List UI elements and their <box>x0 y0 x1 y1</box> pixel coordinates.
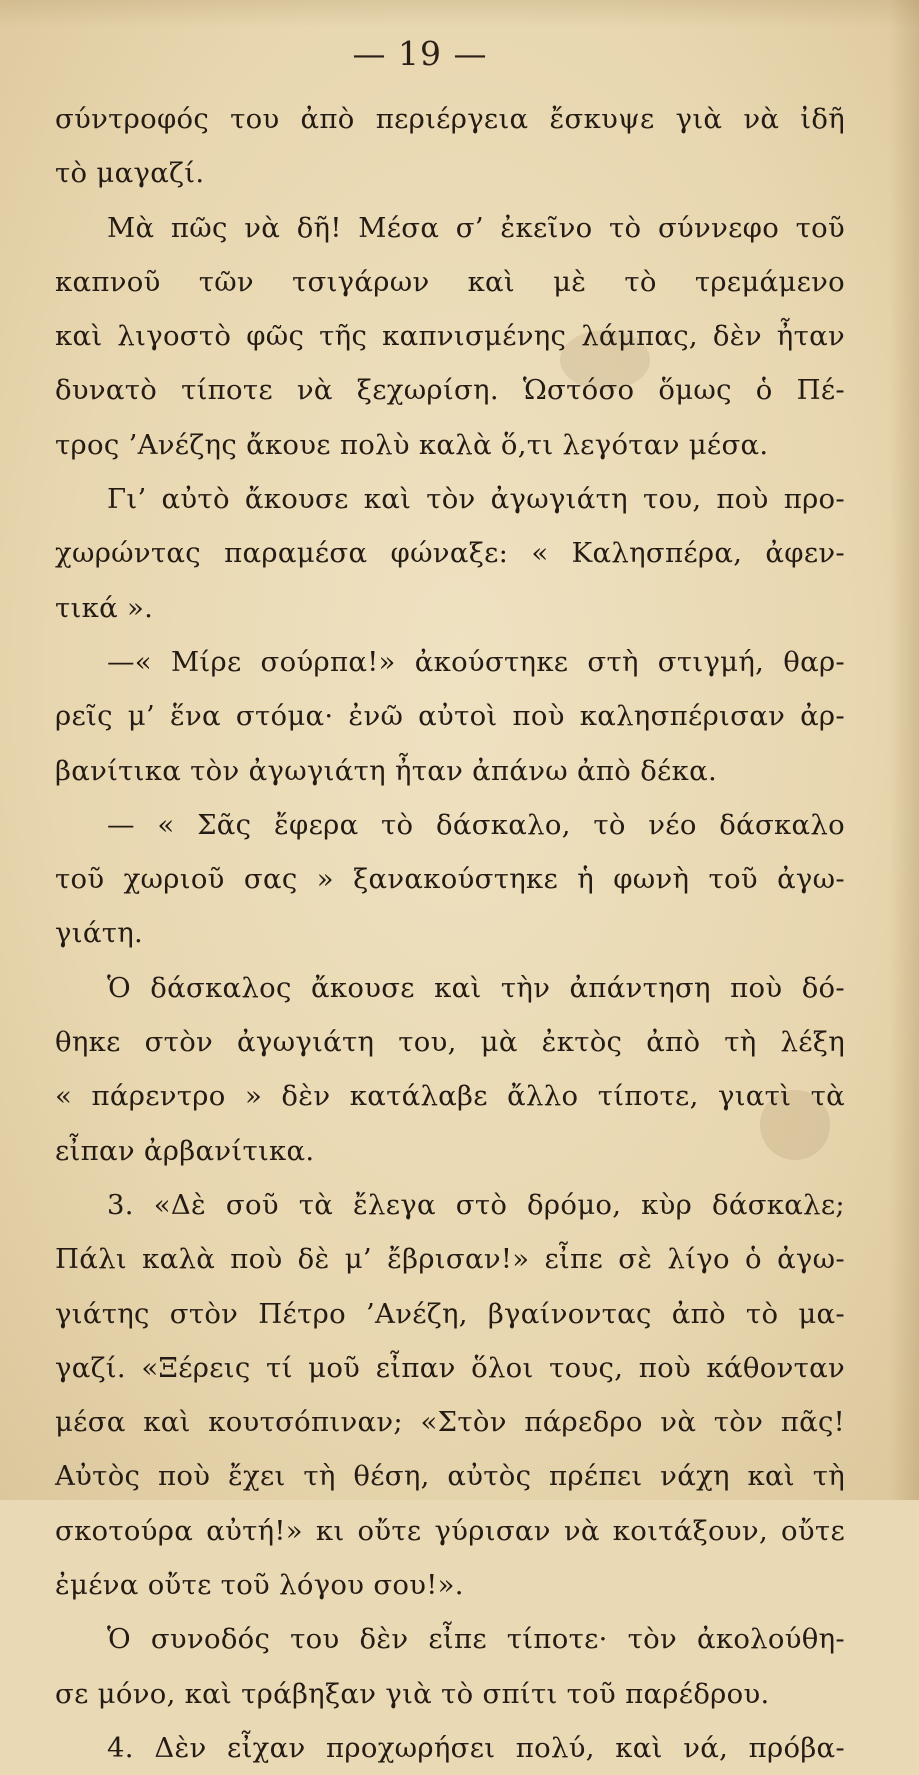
text-line: —« Μίρε σούρπα!» ἀκούστηκε στὴ στιγμή, θαρ- <box>107 645 845 678</box>
text-line: χωρώντας παραμέσα φώναξε: « Καλησπέρα, ἀφεν- <box>55 537 845 570</box>
text-line: Ὁ συνοδός του δὲν εἶπε τίποτε· τὸν ἀκολούθη- <box>107 1623 845 1656</box>
text-line: « πάρεντρο » δὲν κατάλαβε ἄλλο τίποτε, γιατὶ τὰ <box>55 1080 845 1113</box>
text-line: τοῦ χωριοῦ σας » ξανακούστηκε ἡ φωνὴ τοῦ ἀγω- <box>55 863 845 896</box>
text-line: σκοτούρα αὐτή!» κι οὔτε γύρισαν νὰ κοιτάξουν, οὔτε <box>55 1514 845 1547</box>
text-line: Ὁ δάσκαλος ἄκουσε καὶ τὴν ἀπάντηση ποὺ δό- <box>107 971 845 1004</box>
text-line: καὶ λιγοστὸ φῶς τῆς καπνισμένης λάμπας, δὲν ἦταν <box>55 320 845 353</box>
text-line: δυνατὸ τίποτε νὰ ξεχωρίση. Ὡστόσο ὅμως ὁ Πέ- <box>55 374 845 407</box>
text-line: τρος ’Ανέζης ἄκουε πολὺ καλὰ ὅ,τι λεγόταν μέσα. <box>55 428 769 461</box>
text-line: τικά ». <box>55 591 154 624</box>
text-line: γαζί. «Ξέρεις τί μοῦ εἶπαν ὅλοι τους, ποὺ κάθονταν <box>55 1351 845 1384</box>
text-line: γιάτης στὸν Πέτρο ’Ανέζη, βγαίνοντας ἀπὸ τὸ μα- <box>55 1297 845 1330</box>
page-number: — 19 — <box>352 34 488 73</box>
page-shadow-top <box>0 0 919 28</box>
text-line: μέσα καὶ κουτσόπιναν; «Στὸν πάρεδρο νὰ τὸν πᾶς! <box>55 1406 845 1439</box>
text-line: Γι’ αὐτὸ ἄκουσε καὶ τὸν ἀγωγιάτη του, ποὺ προ- <box>107 483 845 516</box>
page-body-text <box>55 92 845 1775</box>
text-line: σύντροφός του ἀπὸ περιέργεια ἔσκυψε γιὰ νὰ ἰδῆ <box>55 103 845 135</box>
text-line: 3. «Δὲ σοῦ τὰ ἔλεγα στὸ δρόμο, κὺρ δάσκαλε; <box>107 1188 845 1221</box>
text-line: Μὰ πῶς νὰ δῆ! Μέσα σ’ ἐκεῖνο τὸ σύννεφο τοῦ <box>107 211 845 244</box>
text-line: βανίτικα τὸν ἀγωγιάτη ἦταν ἀπάνω ἀπὸ δέκα. <box>55 754 718 787</box>
text-line: εἶπαν ἀρβανίτικα. <box>55 1134 315 1167</box>
text-line: σε μόνο, καὶ τράβηξαν γιὰ τὸ σπίτι τοῦ παρέδρου. <box>55 1677 770 1710</box>
text-line: 4. Δὲν εἶχαν προχωρήσει πολύ, καὶ νά, πρόβα- <box>107 1731 845 1764</box>
text-line: Αὐτὸς ποὺ ἔχει τὴ θέση, αὐτὸς πρέπει νάχη καὶ τὴ <box>55 1460 845 1493</box>
text-line: γιάτη. <box>55 917 144 950</box>
page-shadow-right <box>889 0 919 1500</box>
text-line: καπνοῦ τῶν τσιγάρων καὶ μὲ τὸ τρεμάμενο <box>55 265 845 298</box>
text-line: ἐμένα οὔτε τοῦ λόγου σου!». <box>55 1569 464 1602</box>
text-line: τὸ μαγαζί. <box>55 157 205 190</box>
text-line: Πάλι καλὰ ποὺ δὲ μ’ ἔβρισαν!» εἶπε σὲ λίγο ὁ ἀγω- <box>55 1243 845 1276</box>
text-line: — « Σᾶς ἔφερα τὸ δάσκαλο, τὸ νέο δάσκαλο <box>107 808 845 841</box>
text-line: θηκε στὸν ἀγωγιάτη του, μὰ ἐκτὸς ἀπὸ τὴ λέξη <box>55 1026 845 1059</box>
text-line: ρεῖς μ’ ἕνα στόμα· ἐνῶ αὐτοὶ ποὺ καλησπέρισαν ἀρ- <box>55 700 845 733</box>
